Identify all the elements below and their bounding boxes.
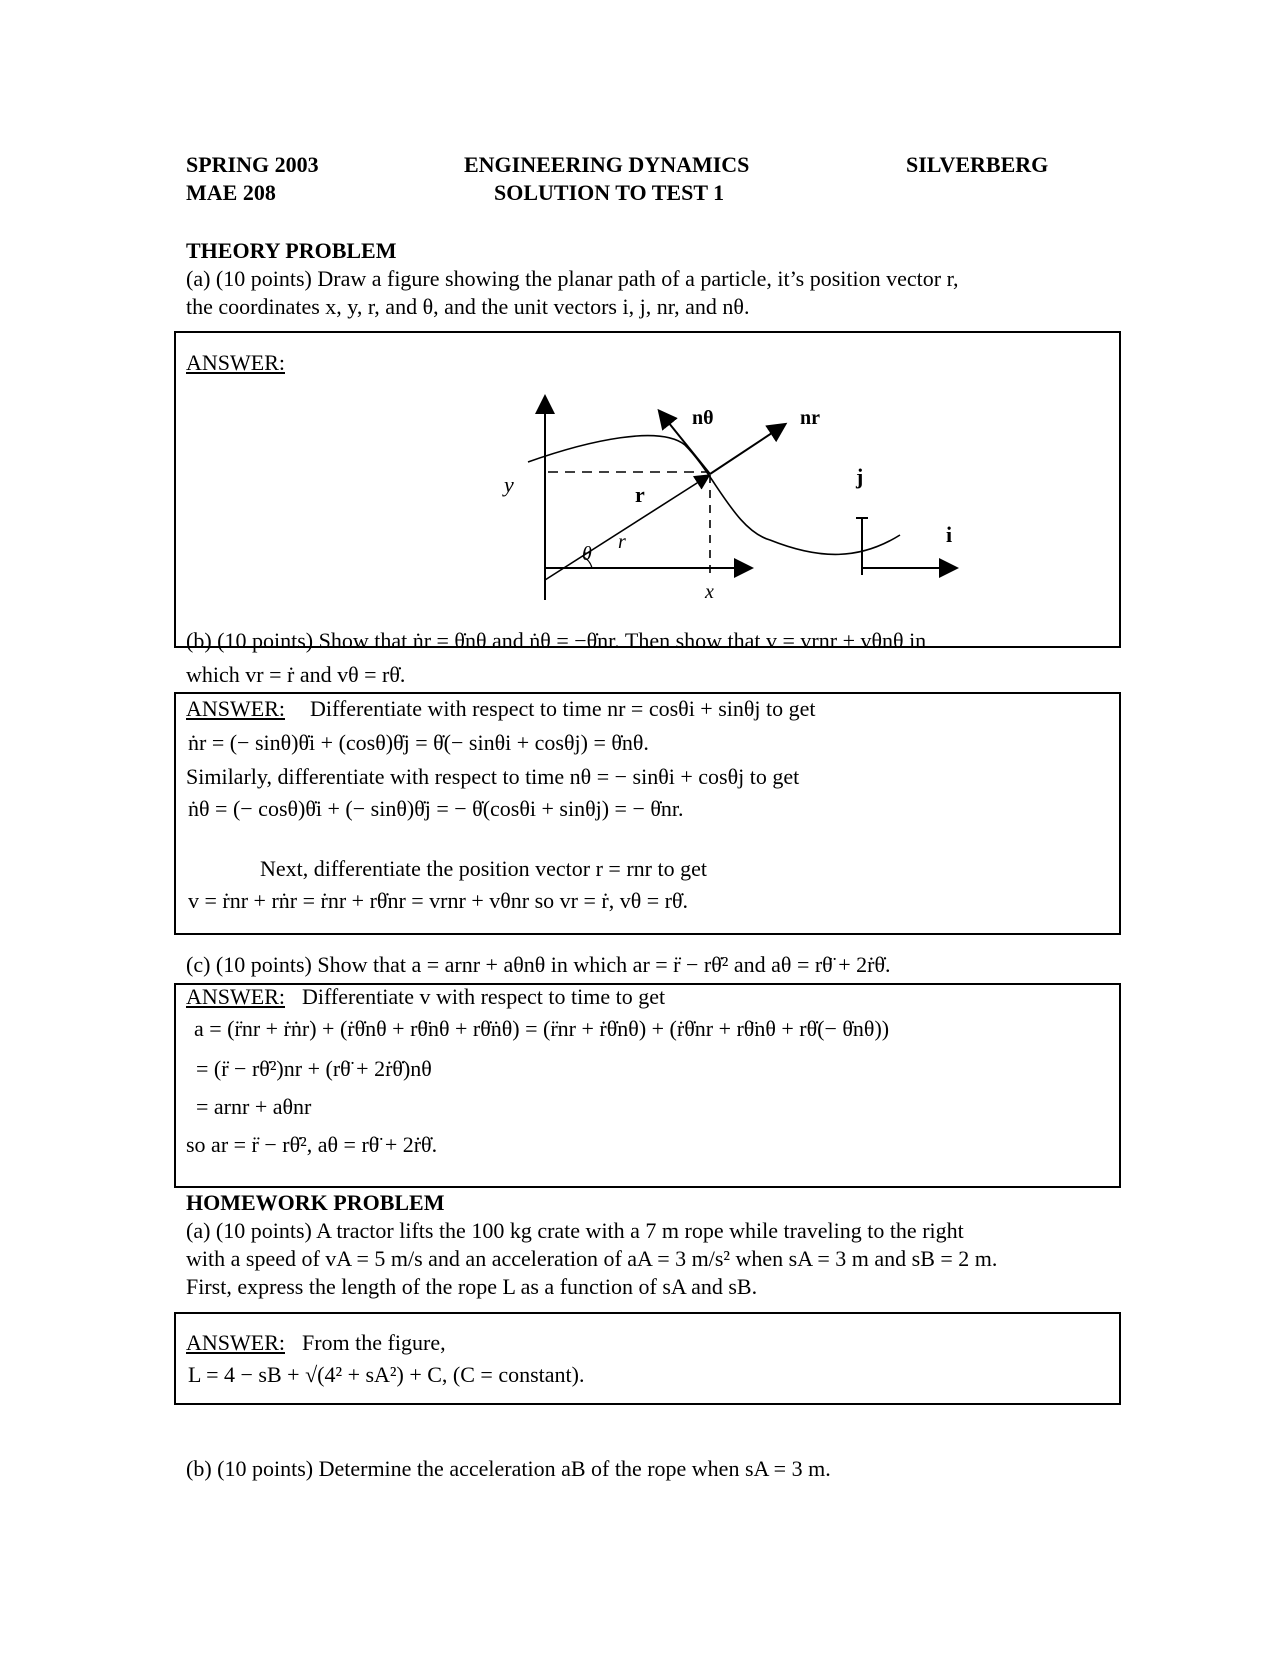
c-answer-line3: = (r̈ − rθ̇²)nr + (rθ̈ + 2ṙθ̇)nθ xyxy=(196,1056,432,1081)
label-i: i xyxy=(946,522,953,547)
position-vector xyxy=(545,476,708,580)
particle-path xyxy=(528,436,900,555)
homework-a-line2: with a speed of vA = 5 m/s and an acceleration of aA = 3 m/s² when sA = 3 m and sB = 2 m. xyxy=(186,1246,998,1271)
answer-label-c: ANSWER: xyxy=(186,984,285,1009)
c-answer-line1: Differentiate v with respect to time to get xyxy=(302,984,666,1009)
c-answer-line4: = arnr + aθnr xyxy=(196,1094,312,1119)
theory-c-line: (c) (10 points) Show that a = arnr + aθnθ in which ar = r̈ − rθ̇² and aθ = rθ̈ + 2ṙθ̇. xyxy=(186,952,891,977)
b-answer-line3: Similarly, differentiate with respect to time nθ = − sinθi + cosθj to get xyxy=(186,764,800,789)
c-answer-line2: a = (r̈nr + ṙṅr) + (ṙθ̇nθ + rθ̈nθ + rθ̇ṅθ) = (r̈nr + ṙθ̇nθ) + (ṙθ̇nr + rθ̈nθ + rθ̇(− θ̇nθ)) xyxy=(194,1016,890,1041)
homework-b-line: (b) (10 points) Determine the acceleration aB of the rope when sA = 3 m. xyxy=(186,1456,831,1481)
homework-title: HOMEWORK PROBLEM xyxy=(186,1190,445,1215)
answer-label-b: ANSWER: xyxy=(186,696,285,721)
label-j: j xyxy=(856,464,864,489)
c-answer-line5: so ar = r̈ − rθ̇², aθ = rθ̈ + 2ṙθ̇. xyxy=(186,1132,438,1157)
theory-b-line2: which vr = ṙ and vθ = rθ̇. xyxy=(186,662,406,687)
homework-a-line3: First, express the length of the rope L as a function of sA and sB. xyxy=(186,1274,758,1299)
homework-a-line1: (a) (10 points) A tractor lifts the 100 kg crate with a 7 m rope while traveling to the right xyxy=(186,1218,964,1243)
b-answer-line5: Next, differentiate the position vector r = rnr to get xyxy=(260,856,707,881)
header-term: SPRING 2003 xyxy=(186,152,319,177)
particle-path-figure xyxy=(500,390,980,610)
hw-answer-line1: From the figure, xyxy=(302,1330,446,1355)
label-theta: θ xyxy=(582,543,592,565)
header-course: MAE 208 xyxy=(186,180,276,205)
header-subtitle: SOLUTION TO TEST 1 xyxy=(494,180,725,205)
header-title: ENGINEERING DYNAMICS xyxy=(464,152,750,177)
theory-a-line1: (a) (10 points) Draw a figure showing the planar path of a particle, it’s position vector r, xyxy=(186,266,959,291)
hw-answer-line2: L = 4 − sB + √(4² + sA²) + C, (C = constant). xyxy=(188,1362,585,1387)
label-n-r: nr xyxy=(800,407,820,429)
theory-a-line2: the coordinates x, y, r, and θ, and the unit vectors i, j, nr, and nθ. xyxy=(186,294,750,319)
b-answer-line6: v = ṙnr + rṅr = ṙnr + rθ̇nr = vrnr + vθnr so vr = ṙ, vθ = rθ̇. xyxy=(188,888,689,913)
answer-label-hw: ANSWER: xyxy=(186,1330,285,1355)
b-answer-line4: ṅθ = (− cosθ)θ̇i + (− sinθ)θ̇j = − θ̇(cosθi + sinθj) = − θ̇nr. xyxy=(188,796,684,821)
n-r-vector xyxy=(710,425,784,474)
label-y: y xyxy=(504,472,514,497)
b-answer-line2: ṅr = (− sinθ)θ̇i + (cosθ)θ̇j = θ̇(− sinθi + cosθj) = θ̇nθ. xyxy=(188,730,649,755)
theory-b-line1: (b) (10 points) Show that ṅr = θ̇nθ and ṅθ = −θ̇nr. Then show that v = vrnr + vθnθ in xyxy=(186,628,927,653)
label-x: x xyxy=(705,581,714,603)
label-n-theta: nθ xyxy=(692,407,714,429)
theory-title: THEORY PROBLEM xyxy=(186,238,397,263)
answer-label-a: ANSWER: xyxy=(186,350,285,375)
label-r-magnitude: r xyxy=(618,531,626,553)
header-instructor: SILVERBERG xyxy=(906,152,1049,177)
label-r-vector: r xyxy=(635,482,645,507)
b-answer-line1: Differentiate with respect to time nr = cosθi + sinθj to get xyxy=(310,696,816,721)
answer-box-hw xyxy=(174,1312,1121,1405)
